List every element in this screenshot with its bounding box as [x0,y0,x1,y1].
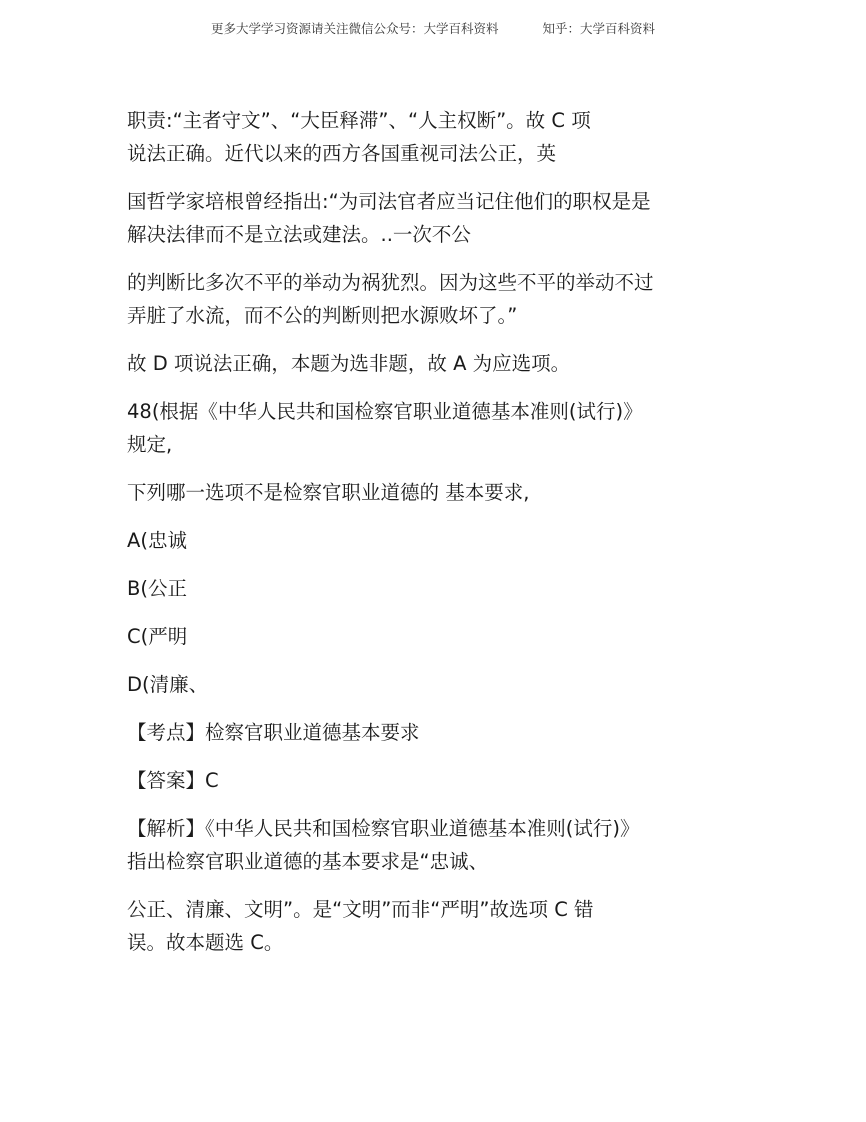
page-header [0,19,866,37]
text-line: 故 D 项说法正确，本题为选非题，故 A 为应选项。 [127,352,571,375]
header-right-text: 知乎：大学百科资料 [542,21,656,36]
text-line: 解决法律而不是立法或建法。..一次不公 [127,223,471,246]
text-line: 下列哪一选项不是检察官职业道德的 基本要求, [127,481,530,504]
text-line: D(清廉、 [127,673,209,696]
text-line: 指出检察官职业道德的基本要求是“忠诚、 [127,850,489,873]
text-line: 的判断比多次不平的举动为祸犹烈。因为这些不平的举动不过 [127,271,654,294]
question-prompt [127,476,747,509]
paragraph [127,347,747,380]
text-line: 说法正确。近代以来的西方各国重视司法公正，英 [127,142,557,165]
text-line: 公正、清廉、文明”。是“文明”而非“严明”故选项 C 错 [127,898,594,921]
text-line: C(严明 [127,625,188,648]
text-line: 【考点】检察官职业道德基本要求 [127,721,420,744]
text-line: B(公正 [127,577,187,600]
exam-point [127,716,747,749]
option-a [127,524,747,557]
question-stem [127,395,747,461]
text-line: 国哲学家培根曾经指出:“为司法官者应当记住他们的职权是是 [127,190,651,213]
text-line: 规定, [127,433,173,456]
header-left-text: 更多大学学习资源请关注微信公众号：大学百科资料 [210,21,499,36]
text-line: 【解析】《中华人民共和国检察官职业道德基本准则(试行)》 [127,817,640,840]
paragraph [127,104,747,170]
option-d [127,668,747,701]
option-c [127,620,747,653]
text-line: 职责:“主者守文”、“大臣释滞”、“人主权断”。故 C 项 [127,109,591,132]
document-body [127,104,747,974]
text-line: 【答案】C [127,769,219,792]
answer [127,764,747,797]
option-b [127,572,747,605]
text-line: 48(根据《中华人民共和国检察官职业道德基本准则(试行)》 [127,400,643,423]
explanation [127,812,747,878]
explanation-continued [127,893,747,959]
text-line: A(忠诚 [127,529,187,552]
paragraph [127,266,747,332]
text-line: 弄脏了水流，而不公的判断则把水源败坏了。” [127,304,518,327]
paragraph [127,185,747,251]
text-line: 误。故本题选 C。 [127,931,284,954]
